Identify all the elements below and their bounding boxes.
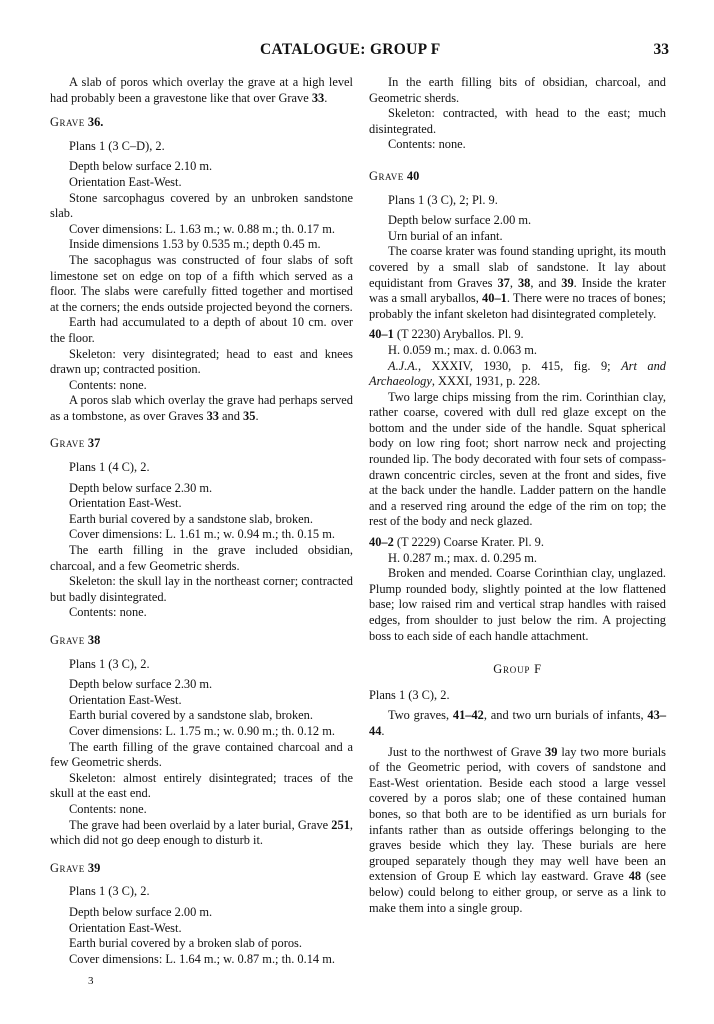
group-f-plans: Plans 1 (3 C), 2. [369, 687, 450, 702]
grave-38-depth: Depth below surface 2.30 m. [69, 677, 213, 692]
right-column [369, 75, 666, 916]
grave-37-description: Earth burial covered by a sandstone slab, broken. [69, 511, 313, 526]
grave-36-inside: Inside dimensions 1.53 by 0.535 m.; depth 0.45 m. [69, 237, 321, 252]
grave-38-plans: Plans 1 (3 C), 2. [69, 656, 150, 671]
grave-38-note: The grave had been overlaid by a later burial, Grave 251, which did not go deep enough to disturb it. [50, 817, 353, 848]
grave-36-note: A poros slab which overlay the grave had perhaps served as a tombstone, as over Graves 33 and 35. [50, 393, 353, 423]
grave-37-heading: Grave 37 [50, 436, 101, 451]
grave-39-skeleton: Skeleton: contracted, with head to the east; much disintegrated. [369, 106, 666, 136]
grave-40-depth: Depth below surface 2.00 m. [388, 213, 532, 228]
item-40-2-dims: H. 0.287 m.; max. d. 0.295 m. [388, 550, 538, 565]
signature-mark: 3 [88, 975, 94, 987]
grave-39-depth: Depth below surface 2.00 m. [69, 904, 213, 919]
grave-36-construction: The sacophagus was constructed of four slabs of soft limestone set on edge on top of a fifth which served as a floor. The slabs were carefully fitted together and mortised at the corners; the ends outside projected beyond the corners. [50, 252, 353, 314]
grave-38-skeleton: Skeleton: almost entirely disintegrated; traces of the skull at the east end. [50, 770, 353, 801]
grave-36-earth: Earth had accumulated to a depth of about 10 cm. over the floor. [50, 315, 353, 345]
grave-38-orientation: Orientation East-West. [69, 692, 182, 707]
group-f-heading: Group F [493, 662, 542, 677]
grave-40-description: Urn burial of an infant. [388, 228, 503, 243]
grave-37-filling: The earth filling in the grave included obsidian, charcoal, and a few Geometric sherds. [50, 543, 353, 573]
grave-38-filling: The earth filling of the grave contained charcoal and a few Geometric sherds. [50, 739, 353, 770]
item-40-1-title: 40–1 (T 2230) Aryballos. Pl. 9. [369, 327, 524, 342]
grave-39-filling: In the earth filling bits of obsidian, charcoal, and Geometric sherds. [369, 75, 666, 105]
grave-40-krater-note: The coarse krater was found standing upright, its mouth covered by a small slab of sandstone. It lay about equidistant from Graves 37, 38, and 39. Inside the krater was a small aryballos, 40–1. There were no traces of bones; probably the infant skeleton had disintegrated completely. [369, 244, 667, 321]
page-number: 33 [653, 41, 669, 58]
grave-39-description: Earth burial covered by a broken slab of poros. [69, 936, 302, 951]
grave-39-cover: Cover dimensions: L. 1.64 m.; w. 0.87 m.; th. 0.14 m. [69, 951, 335, 966]
grave-37-plans: Plans 1 (4 C), 2. [69, 460, 150, 475]
page-header [0, 41, 714, 63]
grave-36-contents: Contents: none. [69, 377, 147, 392]
grave-36-cover: Cover dimensions: L. 1.63 m.; w. 0.88 m.; th. 0.17 m. [69, 221, 335, 236]
item-40-1-dims: H. 0.059 m.; max. d. 0.063 m. [388, 342, 538, 357]
item-40-2-description: Broken and mended. Coarse Corinthian clay, unglazed. Plump rounded body, slightly pointed at the low flattened base; low raised rim and vertical strap handles with raised edges, from shoulder to just below the rim. A projecting boss to each side of each handle attachment. [369, 566, 666, 643]
grave-36-plans: Plans 1 (3 C–D), 2. [69, 138, 165, 153]
grave-37-cover: Cover dimensions: L. 1.61 m.; w. 0.94 m.; th. 0.15 m. [69, 527, 335, 542]
grave-36-depth: Depth below surface 2.10 m. [69, 159, 213, 174]
group-f-summary: Two graves, 41–42, and two urn burials of infants, 43–44. [369, 708, 667, 738]
grave-36-orientation: Orientation East-West. [69, 174, 182, 189]
grave-36-description: Stone sarcophagus covered by an unbroken sandstone slab. [50, 190, 353, 221]
grave-39-plans: Plans 1 (3 C), 2. [69, 884, 150, 899]
grave-36-heading: Grave 36. [50, 115, 104, 130]
grave-36-skeleton: Skeleton: very disintegrated; head to east and knees drawn up; contracted position. [50, 346, 353, 377]
grave-39-heading: Grave 39 [50, 860, 101, 875]
grave-38-contents: Contents: none. [69, 801, 147, 816]
grave-38-description: Earth burial covered by a sandstone slab, broken. [69, 708, 313, 723]
grave-38-cover: Cover dimensions: L. 1.75 m.; w. 0.90 m.; th. 0.12 m. [69, 723, 335, 738]
running-title: CATALOGUE: GROUP F [260, 41, 441, 58]
grave-39-contents: Contents: none. [388, 137, 466, 152]
grave-37-contents: Contents: none. [69, 605, 147, 620]
item-40-2-title: 40–2 (T 2229) Coarse Krater. Pl. 9. [369, 535, 544, 550]
grave-38-heading: Grave 38 [50, 633, 101, 647]
left-column [50, 75, 353, 967]
grave-37-skeleton: Skeleton: the skull lay in the northeast corner; contracted but badly disintegrated. [50, 574, 353, 604]
grave-37-orientation: Orientation East-West. [69, 496, 182, 511]
grave-40-heading: Grave 40 [369, 168, 420, 183]
intro-paragraph: A slab of poros which overlay the grave at a high level had probably been a gravestone like that over Grave 33. [50, 75, 353, 105]
item-40-1-references: A.J.A., XXXIV, 1930, p. 415, fig. 9; Art and Archaeology, XXXI, 1931, p. 228. [369, 358, 666, 389]
grave-40-plans: Plans 1 (3 C), 2; Pl. 9. [388, 192, 498, 207]
item-40-1-description: Two large chips missing from the rim. Corinthian clay, rather coarse, covered with dull red glaze except on the bottom and the under side of the handle. Squat spherical body on low ring foot; short narrow neck and projecting rounded lip. The body decorated with four sets of compass-drawn concentric circles, seven at the front and sides, five at the back under the handle. Ladder pattern on the handle and a reserved ring around the edge of the rim on top; the rest of the body and neck glazed. [369, 389, 666, 529]
grave-37-depth: Depth below surface 2.30 m. [69, 480, 213, 495]
group-f-description: Just to the northwest of Grave 39 lay two more burials of the Geometric period, with covers of sandstone and East-West orientation. Beside each stood a large vessel covered by a poros slab; one of these contained human bones, so that both are to be identified as urn burials for infants rather than as outside offerings belonging to the graves beside which they lay. These burials are here grouped separately though they may well have been an extension of Group E which lay eastward. Grave 48 (see below) could belong to either group, or serve as a link to make them into a single group. [369, 744, 667, 915]
grave-39-orientation: Orientation East-West. [69, 920, 182, 935]
